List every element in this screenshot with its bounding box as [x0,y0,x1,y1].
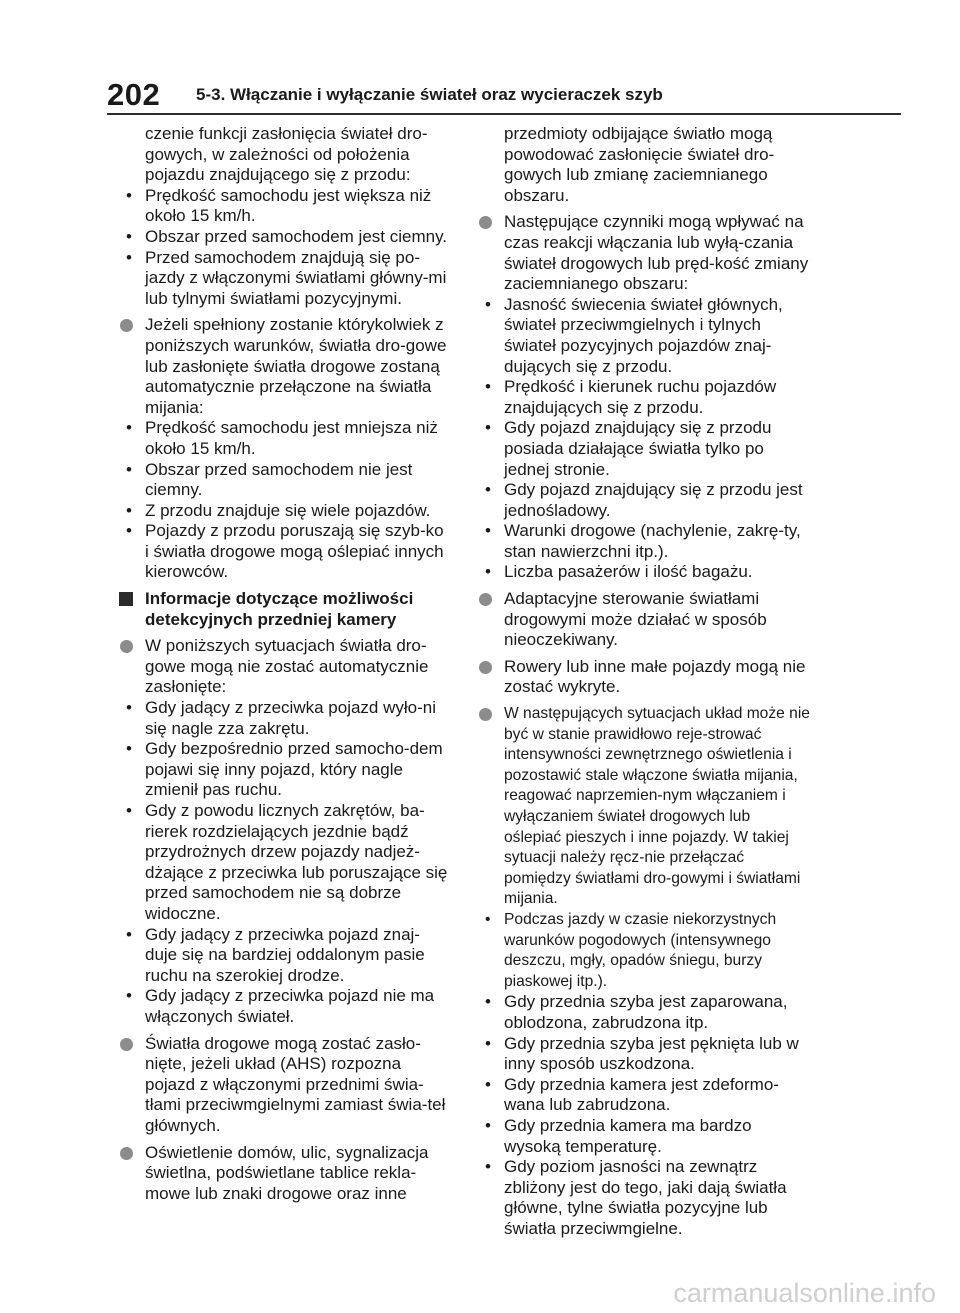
block-text: W następujących sytuacjach układ może nie być w stanie prawidłowo reje-strować intensywności zewnętrznego oświetlenia i pozostawić stale włączone światła mijania, reagować naprzemien-nym włączaniem i wyłączaniem świateł drogowych lub oślepiać pieszych i inne pojazdy. W takiej sytuacji należy ręcz-nie przełączać pomiędzy światłami dro-gowymi i światłami mijania. [504,705,810,908]
block-text: W poniższych sytuacjach światła dro-gowe mogą nie zostać automatycznie zasłonięte: [145,636,429,697]
bullet-item [476,418,811,480]
block-text: Adaptacyjne sterowanie światłami drogowymi może działać w sposób nieoczekiwany. [504,589,767,650]
bullet-item [476,910,811,992]
block-text: czenie funkcji zasłonięcia świateł dro-gowych, w zależności od położenia pojazdu znajdującego się z przodu: [145,124,428,185]
block-text: Gdy jadący z przeciwka pojazd wyło-ni się nagle zza zakrętu. [145,698,437,738]
note-paragraph [117,636,452,698]
bullet-item [117,460,452,501]
block-text: Jasność świecenia świateł głównych, świateł przeciwmgielnych i tylnych świateł pozycyjnych pojazdów znaj-dujących się z przodu. [504,294,783,376]
circle-bullet-icon [479,216,492,229]
block-text: Obszar przed samochodem jest ciemny. [145,226,448,246]
block-text: Gdy pojazd znajdujący się z przodu posiada działające światła tylko po jednej stronie. [504,418,772,479]
bullet-item [117,186,452,227]
block-text: Gdy przednia kamera jest zdeformo-wana lub zabrudzona. [504,1074,779,1115]
bullet-item [476,1075,811,1116]
bullet-item [476,1034,811,1075]
page-number: 202 [107,77,161,112]
block-text: Rowery lub inne małe pojazdy mogą nie zostać wykryte. [504,656,806,697]
circle-bullet-icon [479,661,492,674]
circle-bullet-icon [120,640,133,653]
bullet-item [476,1116,811,1157]
watermark: carmanualsonline.info [673,1278,936,1308]
bullet-item [117,501,452,522]
circle-bullet-icon [479,708,492,721]
block-text: Pojazdy z przodu poruszają się szyb-ko i światła drogowe mogą oślepiać innych kierowców. [145,521,444,582]
block-text: Gdy z powodu licznych zakrętów, ba-rierek rozdzielających jezdnie bądź przydrożnych drzew pojazdy nadjeż-dżające z przeciwka lub poruszające się przed samochodem nie są dobrze widoczne. [145,801,448,923]
section-title: 5-3. Włączanie i wyłączanie świateł oraz wycieraczek szyb [196,85,663,104]
block-text: przedmioty odbijające światło mogą powodować zasłonięcie świateł dro-gowych lub zmianę zaciemnianego obszaru. [504,124,775,205]
block-text: Gdy jadący z przeciwka pojazd nie ma włączonych świateł. [145,986,435,1026]
circle-bullet-icon [120,1038,133,1051]
block-text: Prędkość samochodu jest większa niż około 15 km/h. [145,185,432,226]
subsection-heading [117,589,452,630]
note-paragraph [476,704,811,910]
block-text: Gdy jadący z przeciwka pojazd znaj-duje się na bardziej oddalonym pasie ruchu na szerokiej drodze. [145,924,425,985]
bullet-item [117,418,452,459]
note-paragraph [476,212,811,294]
block-text: Przed samochodem znajdują się po-jazdy z włączonymi światłami główny-mi lub tylnymi światłami pozycyjnymi. [145,247,447,308]
continued-text [476,124,811,206]
block-text: Obszar przed samochodem nie jest ciemny. [145,459,413,500]
block-text: Z przodu znajduje się wiele pojazdów. [145,500,431,520]
square-bullet-icon [119,592,133,606]
right-column [476,124,811,1239]
bullet-item [476,992,811,1033]
block-text: Oświetlenie domów, ulic, sygnalizacja świetlna, podświetlane tablice rekla-mowe lub znaki drogowe oraz inne [145,1142,429,1203]
bullet-item [117,248,452,310]
bullet-item [117,801,452,925]
block-text: Gdy poziom jasności na zewnątrz zbliżony jest do tego, jaki dają światła główne, tylne światła pozycyjne lub światła przeciwmgielne. [504,1157,787,1238]
block-text: Informacje dotyczące możliwości detekcyjnych przedniej kamery [145,589,414,629]
bullet-item [117,521,452,583]
circle-bullet-icon [120,319,133,332]
circle-bullet-icon [120,1147,133,1160]
bullet-item [117,925,452,987]
note-paragraph [117,315,452,418]
bullet-item [117,698,452,739]
bullet-item [117,986,452,1027]
bullet-item [476,480,811,521]
block-text: Gdy przednia szyba jest zaparowana, oblodzona, zabrudzona itp. [504,992,788,1032]
header-rule [107,113,901,115]
bullet-item [476,521,811,562]
bullet-item [117,739,452,801]
block-text: Światła drogowe mogą zostać zasło-nięte, jeżeli układ (AHS) rozpozna pojazd z włączonymi przednimi świa-tłami przeciwmgielnymi zamiast świa-teł głównych. [145,1033,446,1135]
continued-text [117,124,452,186]
block-text: Liczba pasażerów i ilość bagażu. [504,562,753,582]
bullet-item [117,227,452,248]
note-paragraph [476,589,811,651]
block-text: Gdy przednia szyba jest pęknięta lub w inny sposób uszkodzona. [504,1033,799,1074]
block-text: Jeżeli spełniony zostanie którykolwiek z poniższych warunków, światła dro-gowe lub zasłonięte światła drogowe zostaną automatycznie przełączone na światła mijania: [145,315,447,417]
bullet-item [476,1157,811,1239]
circle-bullet-icon [479,593,492,606]
note-paragraph [117,1034,452,1137]
note-paragraph [476,657,811,698]
block-text: Następujące czynniki mogą wpływać na czas reakcji włączania lub wyłą-czania świateł drogowych lub pręd-kość zmiany zaciemnianego obszaru: [504,212,809,294]
block-text: Gdy pojazd znajdujący się z przodu jest jednośladowy. [504,480,803,520]
page-header [107,76,901,114]
block-text: Warunki drogowe (nachylenie, zakrę-ty, stan nawierzchni itp.). [504,521,801,561]
bullet-item [476,295,811,377]
block-text: Prędkość i kierunek ruchu pojazdów znajdujących się z przodu. [504,377,777,417]
bullet-item [476,377,811,418]
note-paragraph [117,1143,452,1205]
block-text: Gdy bezpośrednio przed samocho-dem pojawi się inny pojazd, który nagle zmienił pas ruchu. [145,739,443,800]
block-text: Podczas jazdy w czasie niekorzystnych warunków pogodowych (intensywnego deszczu, mgły, opadów śniegu, burzy piaskowej itp.). [504,910,777,990]
block-text: Prędkość samochodu jest mniejsza niż około 15 km/h. [145,418,438,458]
bullet-item [476,562,811,583]
block-text: Gdy przednia kamera ma bardzo wysoką temperaturę. [504,1115,752,1156]
left-column [117,124,452,1204]
